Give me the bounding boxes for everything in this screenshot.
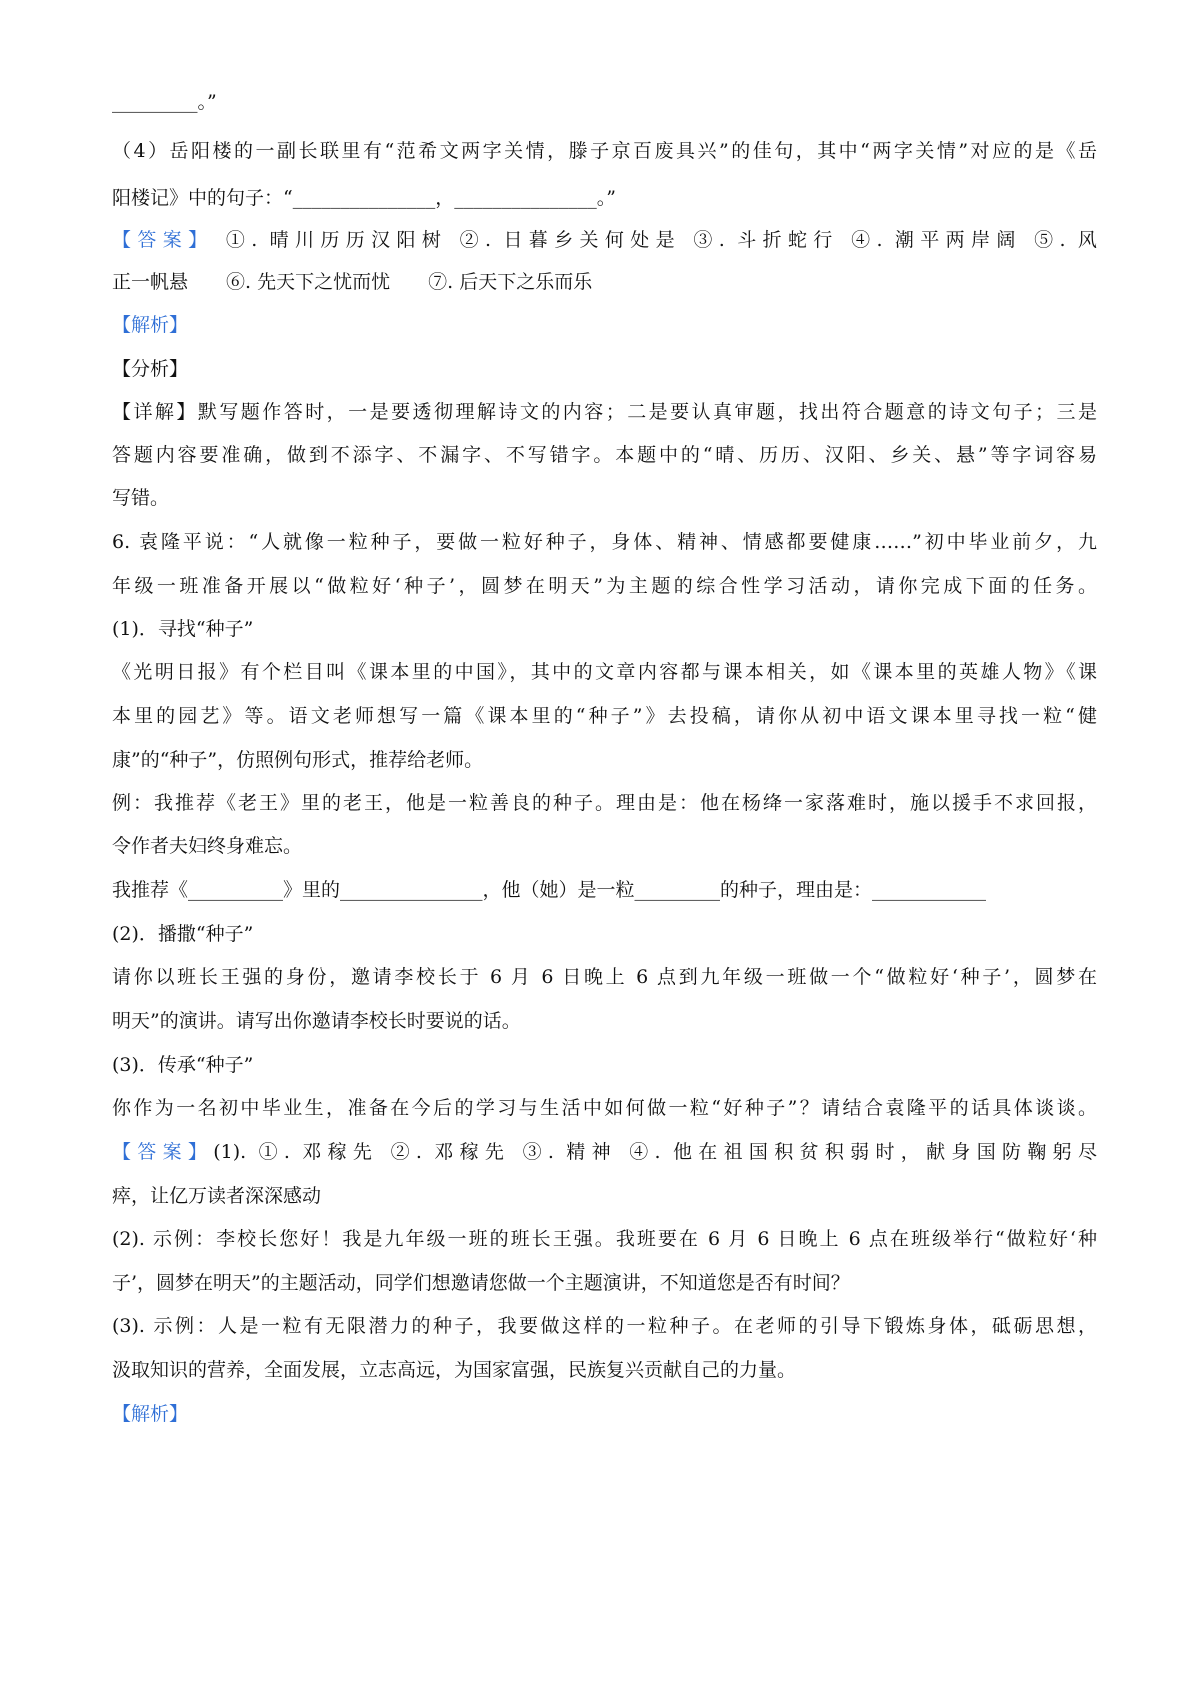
detail-line-2: 答题内容要准确，做到不添字、不漏字、不写错字。本题中的“晴、历历、汉阳、乡关、悬”等字词容易 — [112, 444, 1097, 466]
answer-tag: 【答案】 — [112, 1141, 214, 1163]
answer-item: 正一帆悬 — [112, 271, 189, 293]
example-line-1: 例：我推荐《老王》里的老王，他是一粒善良的种子。理由是：他在杨绛一家落难时，施以援手不求回报， — [112, 792, 1097, 814]
question-6-line-2: 年级一班准备开展以“做粒好‘种子’，圆梦在明天”为主题的综合性学习活动，请你完成下面的任务。 — [112, 575, 1097, 597]
example-line-2: 令作者夫妇终身难忘。 — [112, 835, 303, 857]
answer-6-line-2: 瘁，让亿万读者深深感动 — [112, 1185, 322, 1207]
answer-6-part-3-line-2: 汲取知识的营养，全面发展，立志高远，为国家富强，民族复兴贡献自己的力量。 — [112, 1359, 797, 1381]
question-6-line-1: 6. 袁隆平说：“人就像一粒种子，要做一粒好种子，身体、精神、情感都要健康……”初中毕业前夕，九 — [112, 531, 1097, 553]
answer-item: ②. 邓稼先 — [390, 1141, 511, 1163]
detail-tag: 【详解】 — [112, 401, 198, 423]
fenxi-tag: 【分析】 — [112, 358, 189, 380]
subtask-3-para-1: 你作为一名初中毕业生，准备在今后的学习与生活中如何做一粒“好种子”？请结合袁隆平的话具体谈谈。 — [112, 1097, 1097, 1119]
answer-6-line-1 — [112, 1138, 1097, 1166]
answer-item: ⑥. 先天下之忧而忧 — [226, 271, 391, 293]
subtask-3-title: (3)．传承“种子” — [112, 1054, 254, 1076]
answer-item: ④. 他在祖国积贫积弱时，献身国防鞠躬尽 — [629, 1141, 1097, 1163]
answer-item: ①. 邓稼先 — [258, 1141, 379, 1163]
answer-item: ③. 精神 — [522, 1141, 617, 1163]
answer-6-part-3-line-1: (3). 示例：人是一粒有无限潜力的种子，我要做这样的一粒种子。在老师的引导下锻炼身体，砥砺思想， — [112, 1315, 1097, 1337]
detail-line-3: 写错。 — [112, 487, 170, 509]
fill-in-blank-line: 我推荐《__________》里的_______________，他（她）是一粒_________的种子，理由是：____________ — [112, 879, 987, 901]
answer-item: ⑤. 风 — [1034, 229, 1097, 251]
detail-line-1: 【详解】默写题作答时，一是要透彻理解诗文的内容；二是要认真审题，找出符合题意的诗文句子；三是 — [112, 401, 1097, 423]
subtask-1-para-1: 《光明日报》有个栏目叫《课本里的中国》，其中的文章内容都与课本相关，如《课本里的英雄人物》《课 — [112, 661, 1097, 683]
question-5-4-line-2: 阳楼记》中的句子：“_______________，_______________。” — [112, 187, 616, 209]
answer-item: ⑦. 后天下之乐而乐 — [428, 271, 593, 293]
answer-tag: 【答案】 — [112, 229, 214, 251]
answer-6-part-2-line-2: 子’，圆梦在明天”的主题活动，同学们想邀请您做一个主题演讲，不知道您是否有时间？ — [112, 1272, 850, 1294]
answer-item: ②. 日暮乡关何处是 — [459, 229, 681, 251]
subtask-2-title: (2)．播撒“种子” — [112, 923, 254, 945]
subtask-1-para-3: 康”的“种子”，仿照例句形式，推荐给老师。 — [112, 749, 484, 771]
subtask-1-para-2: 本里的园艺》等。语文老师想写一篇《课本里的“种子”》去投稿，请你从初中语文课本里寻找一粒“健 — [112, 705, 1097, 727]
answer-6-part-2-line-1: (2). 示例：李校长您好！我是九年级一班的班长王强。我班要在 6 月 6 日晚上 6 点在班级举行“做粒好‘种 — [112, 1228, 1097, 1250]
subtask-2-para-1: 请你以班长王强的身份，邀请李校长于 6 月 6 日晚上 6 点到九年级一班做一个“做粒好‘种子’，圆梦在 — [112, 966, 1097, 988]
answer-lead: (1). — [213, 1141, 247, 1163]
analysis-tag: 【解析】 — [112, 1403, 189, 1425]
subtask-2-para-2: 明天”的演讲。请写出你邀请李校长时要说的话。 — [112, 1010, 521, 1032]
answer-5-line-2 — [112, 268, 1097, 296]
subtask-1-title: (1)．寻找“种子” — [112, 618, 254, 640]
question-5-4-line-1: （4）岳阳楼的一副长联里有“范希文两字关情，滕子京百废具兴”的佳句，其中“两字关情”对应的是《岳 — [112, 140, 1097, 162]
answer-5-line-1 — [112, 226, 1097, 254]
answer-item: ①. 晴川历历汉阳树 — [225, 229, 448, 251]
answer-item: ④. 潮平两岸阔 — [851, 229, 1022, 251]
analysis-tag: 【解析】 — [112, 314, 189, 336]
answer-item: ③. 斗折蛇行 — [693, 229, 839, 251]
blank-line-continuation: _________。” — [112, 91, 217, 113]
